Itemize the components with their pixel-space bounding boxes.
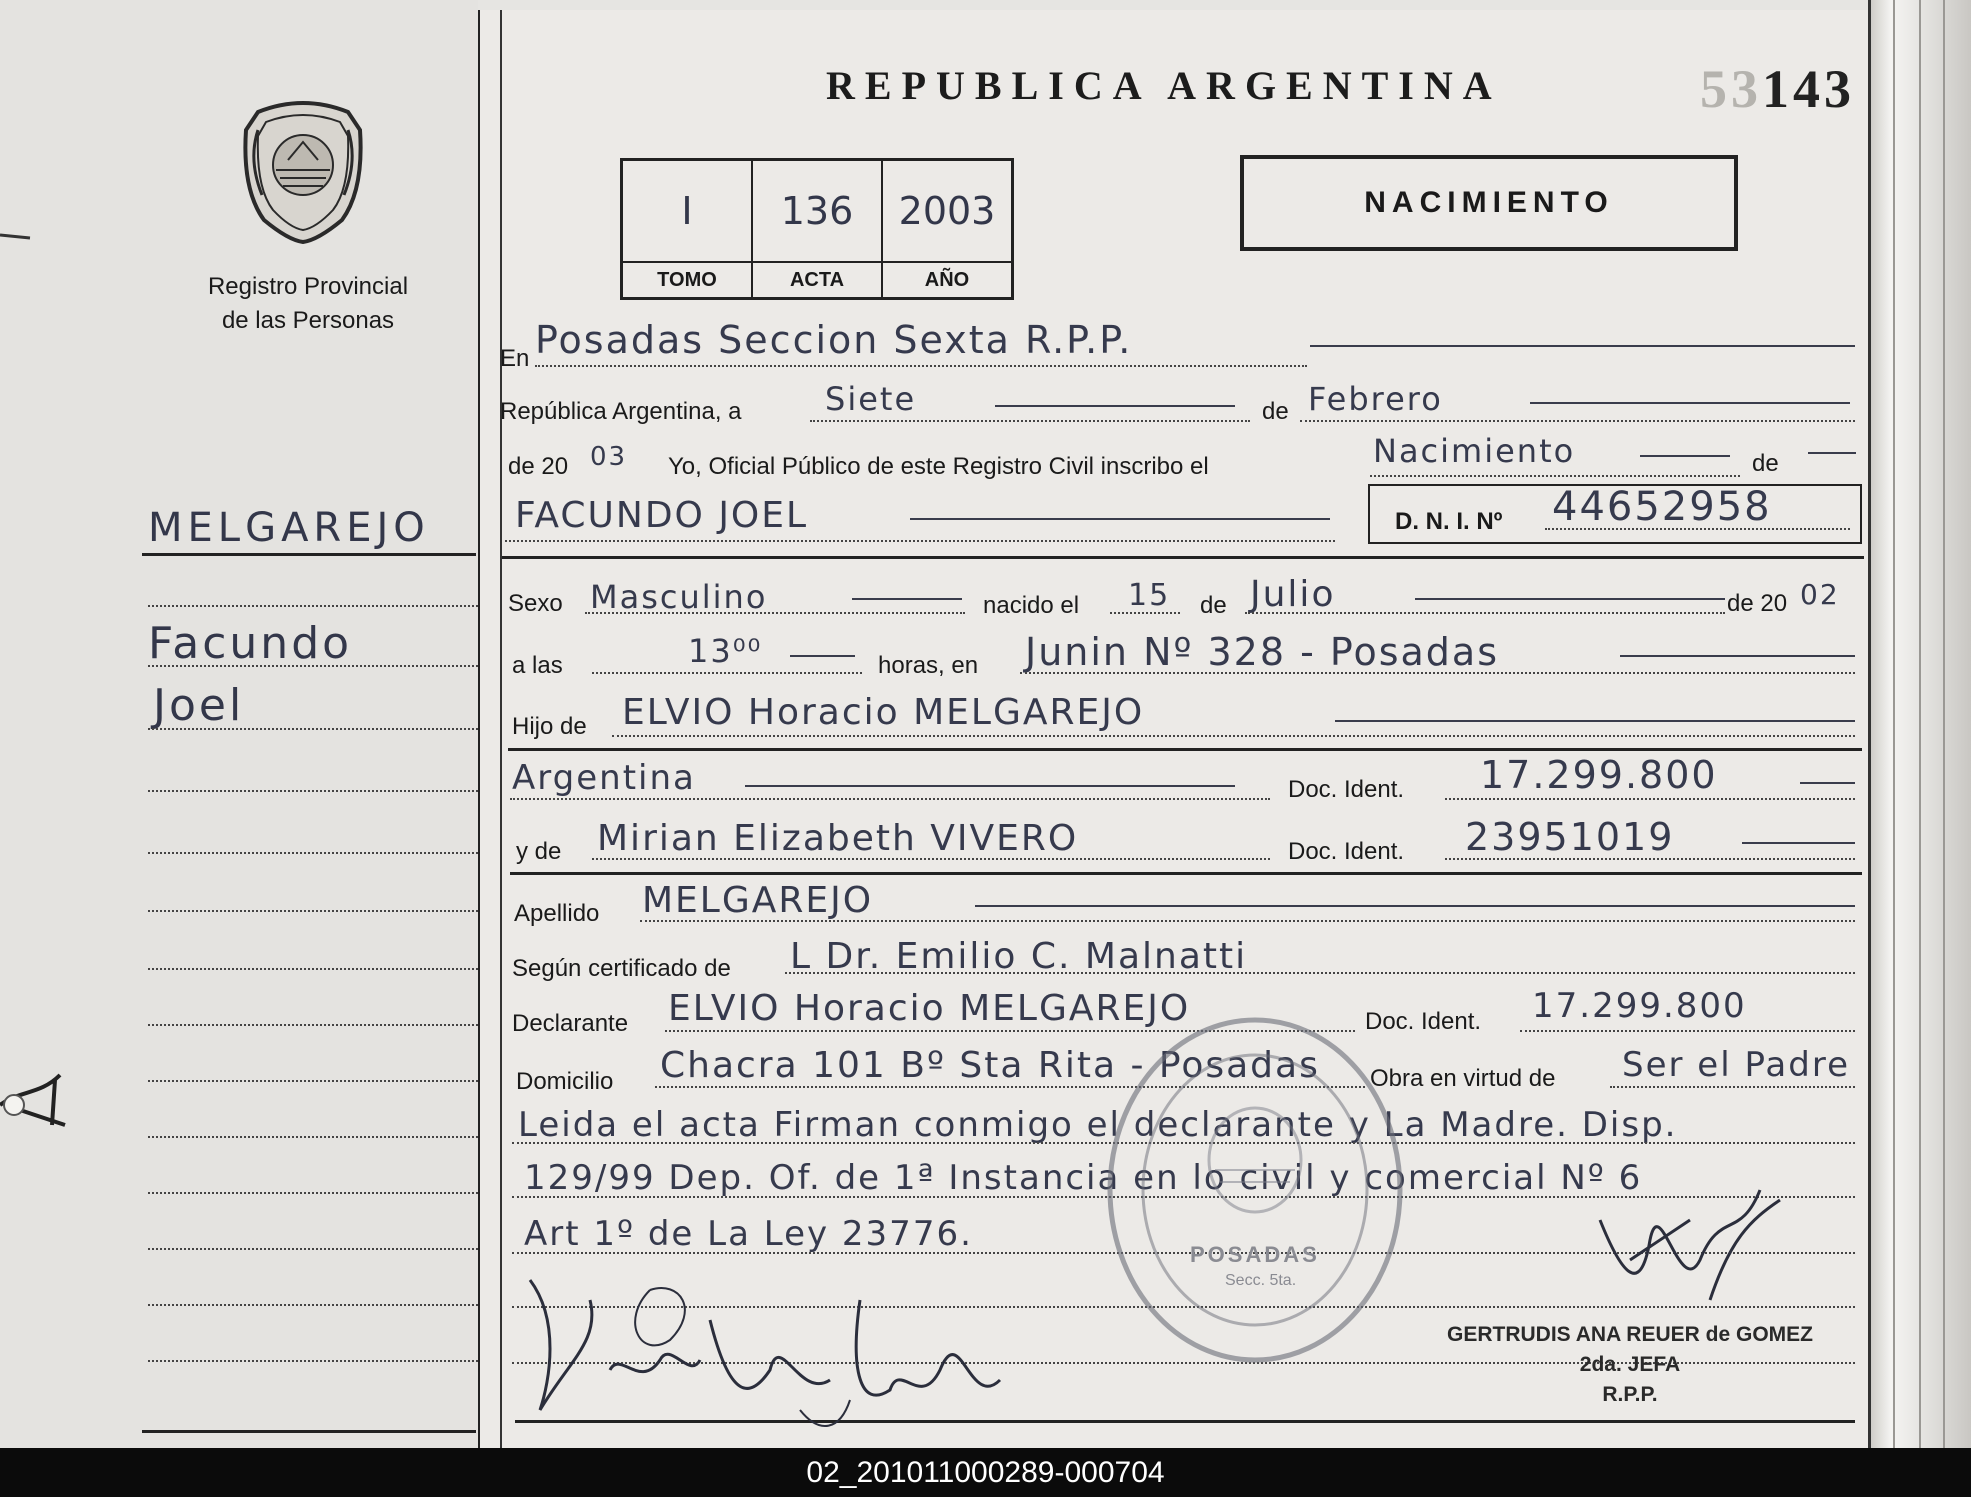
stub-line [148, 1136, 478, 1138]
declarante-value: ELVIO Horacio MELGAREJO [668, 988, 1191, 1029]
stub-line [148, 1024, 478, 1026]
place-line [535, 365, 1307, 367]
birth-year-suffix: 02 [1800, 578, 1840, 611]
fill-dash [1335, 720, 1855, 722]
section-rule [508, 748, 1862, 751]
de-label: de [1262, 398, 1289, 425]
official-office: R.P.P. [1602, 1383, 1658, 1406]
binding-thread-icon [0, 1065, 80, 1135]
obra-label: Obra en virtud de [1370, 1065, 1556, 1092]
certificate-value: L Dr. Emilio C. Malnatti [790, 936, 1248, 977]
birth-month-line [1245, 612, 1725, 614]
republica-label: República Argentina, a [500, 398, 742, 425]
father-doc-line [1445, 798, 1855, 800]
stub-line [148, 605, 478, 607]
apellido-line [640, 920, 1855, 922]
domicilio-value: Chacra 101 Bº Sta Rita - Posadas [660, 1045, 1320, 1086]
record-number-value: 143 [1762, 59, 1855, 119]
stub-line [148, 1360, 478, 1362]
stub-rule [142, 1430, 476, 1433]
doc-label-father: Doc. Ident. [1288, 776, 1405, 803]
section-rule [502, 556, 1864, 559]
fill-dash [745, 785, 1235, 787]
de20-label-2: de 20 [1727, 590, 1788, 617]
year-suffix: 03 [590, 442, 628, 472]
acta-label: ACTA [752, 262, 882, 299]
birth-day: 15 [1128, 578, 1171, 613]
de-label-3: de [1200, 592, 1227, 619]
stub-line [148, 852, 478, 854]
fill-dash [1530, 402, 1850, 404]
registry-line-2: de las Personas [221, 307, 395, 334]
fill-dash [790, 655, 855, 657]
edge-line [1919, 0, 1921, 1448]
registry-name [150, 270, 466, 338]
fill-dash [910, 518, 1330, 520]
mother-name: Mirian Elizabeth VIVERO [597, 818, 1079, 859]
apellido-value: MELGAREJO [642, 880, 874, 921]
stub-line [148, 790, 478, 792]
doc-label-declarante: Doc. Ident. [1365, 1008, 1482, 1035]
act-type-box: NACIMIENTO [1240, 155, 1738, 251]
tomo-label: TOMO [622, 262, 753, 299]
stamp-city: POSADAS [1190, 1242, 1320, 1267]
dni-line [1545, 528, 1850, 530]
hour-value: 13⁰⁰ [688, 632, 763, 670]
official-stamp-icon [1100, 1010, 1410, 1370]
place-value: Posadas Seccion Sexta R.P.P. [535, 318, 1133, 362]
tomo-value: I [622, 160, 753, 263]
stub-rule [142, 553, 476, 556]
fill-dash [1415, 598, 1725, 600]
hour-line [592, 672, 862, 674]
day-word: Siete [825, 380, 917, 418]
official-block [1440, 1320, 1820, 1410]
stub-line [148, 910, 478, 912]
month-line [1300, 420, 1855, 422]
de20-label: de 20 [508, 453, 569, 480]
obra-value: Ser el Padre [1622, 1045, 1850, 1085]
official-name: GERTRUDIS ANA REUER de GOMEZ [1447, 1323, 1813, 1346]
stub-line [148, 728, 478, 730]
birth-day-line [1110, 612, 1180, 614]
mother-doc-line [1445, 858, 1855, 860]
certificate-line [785, 972, 1855, 974]
birth-place-line [1020, 672, 1855, 674]
official-text: Yo, Oficial Público de este Registro Civil inscribo el [668, 453, 1209, 480]
inscribed-line [1370, 475, 1740, 477]
stub-given-name-2: Joel [153, 680, 245, 731]
inner-rule [500, 10, 502, 1448]
fill-dash [995, 405, 1235, 407]
hijo-label: Hijo de [512, 713, 587, 740]
stub-line [148, 1192, 478, 1194]
stub-line [148, 1304, 478, 1306]
inscribed-value: Nacimiento [1373, 432, 1576, 470]
day-line [810, 420, 1250, 422]
ano-value: 2003 [882, 160, 1013, 263]
note-line-3: Art 1º de La Ley 23776. [524, 1214, 973, 1254]
note-line-1: Leida el acta Firman conmigo el declarante y La Madre. Disp. [518, 1105, 1678, 1145]
name-line [505, 540, 1335, 542]
month-word: Febrero [1308, 380, 1443, 418]
sexo-value: Masculino [590, 578, 768, 616]
stub-line [148, 665, 478, 667]
fill-dash [1310, 345, 1855, 347]
acta-value: 136 [752, 160, 882, 263]
binding-mark-icon [0, 220, 40, 250]
stub-line [148, 1080, 478, 1082]
segun-label: Según certificado de [512, 955, 731, 982]
provincial-seal-icon [238, 100, 368, 245]
note-line-2: 129/99 Dep. Of. de 1ª Instancia en lo civil y comercial Nº 6 [524, 1158, 1643, 1198]
doc-label-mother: Doc. Ident. [1288, 838, 1405, 865]
domicilio-label: Domicilio [516, 1068, 614, 1095]
edge-line [1893, 0, 1895, 1448]
fill-dash [975, 905, 1855, 907]
nacido-label: nacido el [983, 592, 1080, 619]
birth-month: Julio [1250, 574, 1336, 615]
nationality-line [510, 798, 1270, 800]
section-rule [510, 872, 1862, 875]
yde-label: y de [516, 838, 562, 865]
file-caption: 02_201011000289-000704 [0, 1448, 1971, 1497]
declarante-doc: 17.299.800 [1532, 986, 1747, 1026]
fill-dash [1808, 452, 1856, 454]
child-name: FACUNDO JOEL [515, 495, 809, 536]
father-doc: 17.299.800 [1480, 753, 1718, 797]
sexo-line [585, 612, 965, 614]
official-signature-icon [1560, 1180, 1790, 1320]
alas-label: a las [512, 652, 563, 679]
registry-line-1: Registro Provincial [207, 273, 409, 300]
father-line [612, 735, 1855, 737]
fill-dash [1800, 782, 1855, 784]
country-title: REPUBLICA ARGENTINA [826, 63, 1502, 108]
mother-doc: 23951019 [1465, 815, 1675, 859]
stamp-section: Secc. 5ta. [1225, 1272, 1297, 1289]
record-number [1700, 58, 1855, 120]
dni-label: D. N. I. Nº [1395, 508, 1503, 535]
en-label: En [500, 345, 530, 372]
birth-place: Junin Nº 328 - Posadas [1025, 630, 1500, 674]
father-name: ELVIO Horacio MELGAREJO [622, 692, 1145, 733]
edge-line [1943, 0, 1945, 1448]
fill-dash [1620, 655, 1855, 657]
stub-given-name-1: Facundo [148, 618, 353, 669]
fill-dash [1742, 842, 1855, 844]
fill-dash [852, 598, 962, 600]
declarante-label: Declarante [512, 1010, 629, 1037]
stub-surname: MELGAREJO [148, 505, 430, 551]
record-number-prefix: 53 [1700, 59, 1762, 119]
apellido-label: Apellido [514, 900, 600, 927]
declarante-doc-line [1520, 1030, 1855, 1032]
obra-line [1610, 1086, 1855, 1088]
horas-label: horas, en [878, 652, 979, 679]
paper-edge [1871, 0, 1971, 1448]
fill-dash [1640, 455, 1730, 457]
official-role: 2da. JEFA [1579, 1353, 1681, 1376]
father-nationality: Argentina [512, 758, 696, 798]
stub-line [148, 968, 478, 970]
de-label-2: de [1752, 450, 1779, 477]
mother-signature-icon [500, 1260, 1020, 1440]
dni-value: 44652958 [1552, 484, 1772, 530]
ano-label: AÑO [882, 262, 1013, 299]
stub-line [148, 1248, 478, 1250]
sexo-label: Sexo [508, 590, 563, 617]
record-table [620, 158, 1014, 300]
mother-line [592, 858, 1270, 860]
